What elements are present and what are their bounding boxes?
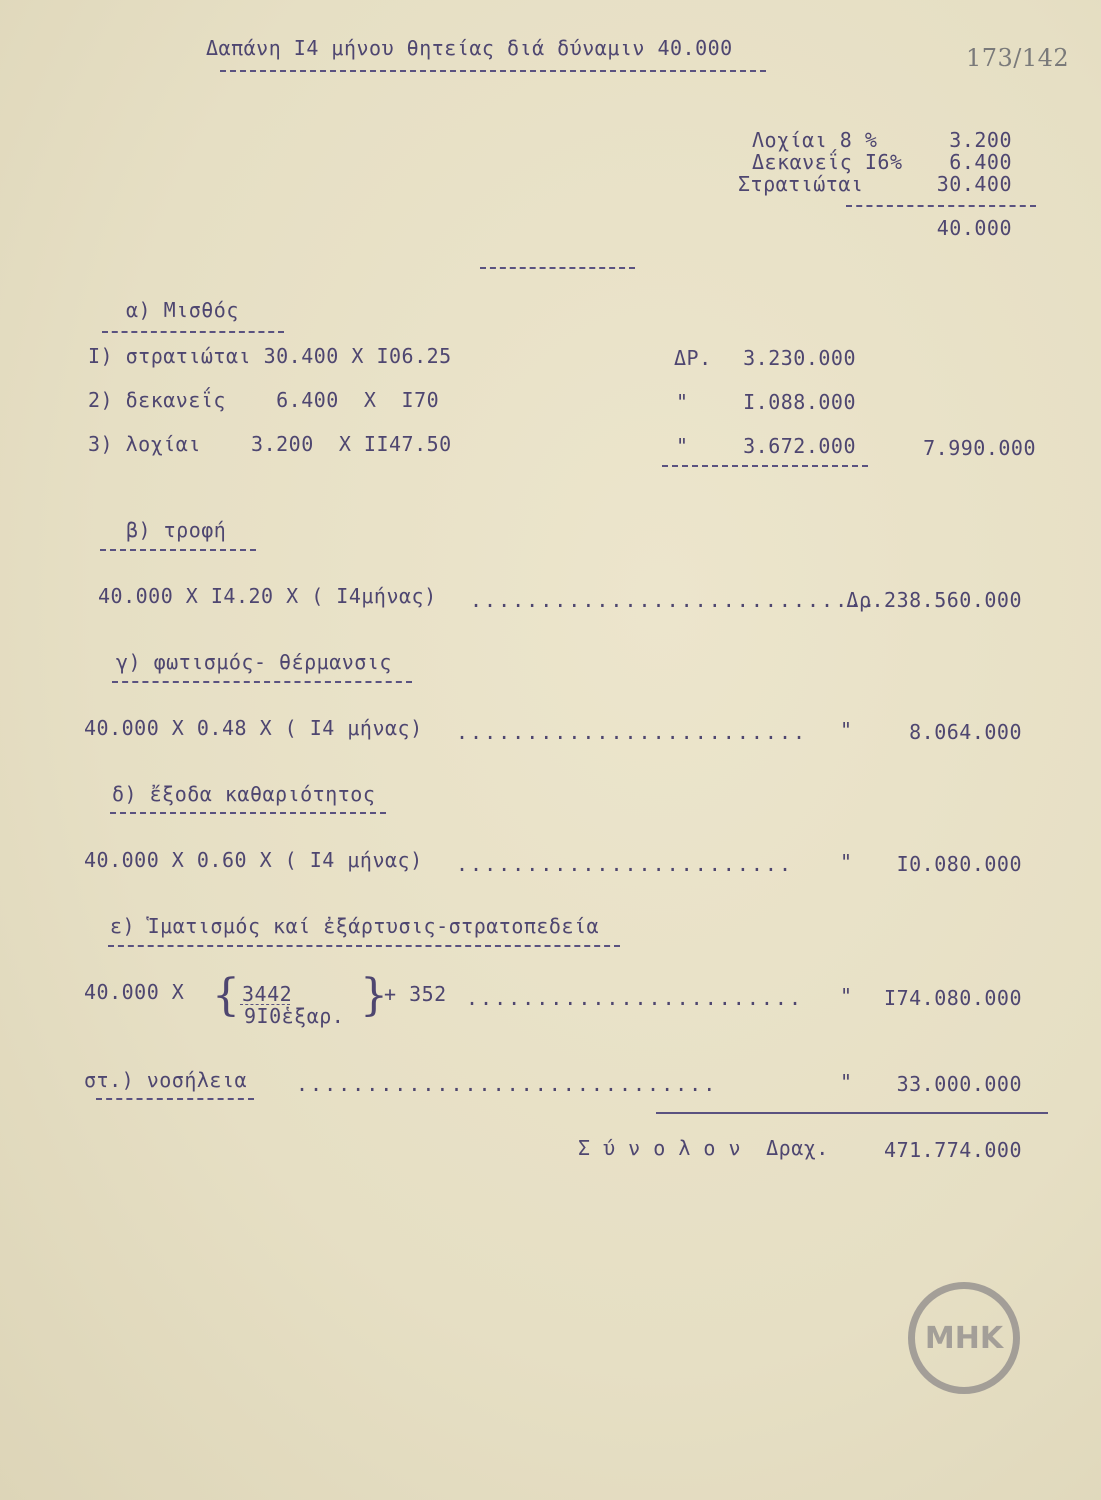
archive-number: 173/142 [966, 44, 1070, 72]
section-e-prefix: 40.000 Χ [84, 980, 185, 1004]
section-e-brace-bottom: 9Ι0ἑξαρ. [244, 1004, 345, 1028]
section-a-row-1-desc: Ι) στρατιώται 30.400 Χ Ι06.25 [88, 344, 452, 368]
right-brace: } [360, 970, 388, 1021]
section-a-sum-line [662, 465, 868, 467]
section-c-heading: γ) φωτισμός- θέρμανσις [116, 650, 392, 674]
section-d-line: 40.000 Χ 0.60 Χ ( Ι4 μήνας) [84, 848, 423, 872]
section-a-total: 7.990.000 [923, 436, 1036, 460]
section-a-heading: α) Μισθός [126, 298, 239, 322]
section-e-leader: ........................ [466, 986, 803, 1010]
section-c-underline [112, 681, 412, 683]
section-b-line: 40.000 Χ Ι4.20 Χ ( Ι4μήνας) [98, 584, 437, 608]
section-b-leader: ............................. [470, 588, 878, 612]
breakdown-label-1: Λοχίαι 8 % [752, 128, 878, 152]
section-c-leader: ......................... [456, 720, 808, 744]
breakdown-value-1: 3.200 [949, 128, 1012, 152]
section-a-row-2-desc: 2) δεκανεΐς 6.400 Χ Ι70 [88, 388, 440, 412]
breakdown-label-3: Στρατιώται [738, 172, 864, 196]
breakdown-value-3: 30.400 [936, 172, 1012, 196]
section-a-underline [102, 331, 284, 333]
section-c-line: 40.000 Χ 0.48 Χ ( Ι4 μήνας) [84, 716, 423, 740]
section-e-brace-top: 3442 [242, 982, 293, 1006]
section-e-amount: Ι74.080.000 [884, 986, 1022, 1010]
section-d-underline [110, 812, 386, 814]
section-e-heading: ε) Ἱματισμός καί ἐξάρτυσις-στρατοπεδεία [110, 914, 600, 938]
section-b-amount: Δρ.238.560.000 [846, 588, 1022, 612]
grand-total-amount: 471.774.000 [884, 1138, 1022, 1162]
section-e-currency: " [840, 984, 853, 1008]
section-c-amount: 8.064.000 [909, 720, 1022, 744]
section-a-row-3-amount: 3.672.000 [743, 434, 856, 458]
section-divider [480, 267, 635, 269]
section-d-amount: Ι0.080.000 [896, 852, 1022, 876]
section-a-row-3-desc: 3) λοχίαι 3.200 Χ ΙΙ47.50 [88, 432, 452, 456]
title-underline [220, 70, 766, 72]
grand-total-line [656, 1112, 1048, 1114]
section-d-leader: ........................ [456, 852, 793, 876]
section-a-row-2-amount: Ι.088.000 [743, 390, 856, 414]
section-a-row-1-amount: 3.230.000 [743, 346, 856, 370]
section-a-row-1-currency: ΔΡ. [674, 346, 712, 370]
grand-total-label: Σ ύ ν ο λ ο ν Δραχ. [578, 1136, 829, 1160]
section-f-leader: .............................. [296, 1072, 718, 1096]
breakdown-label-2: Δεκανεΐς Ι6% [752, 150, 903, 174]
stamp-text: ΜΗΚ [924, 1321, 1004, 1356]
section-a-row-2-currency: " [676, 390, 689, 414]
left-brace: { [212, 970, 240, 1021]
section-e-underline [108, 945, 620, 947]
breakdown-sum-line [846, 205, 1036, 207]
archive-stamp [908, 1282, 1020, 1394]
section-f-amount: 33.000.000 [896, 1072, 1022, 1096]
section-b-heading: β) τροφή [126, 518, 227, 542]
section-d-heading: δ) ἔξοδα καθαριότητος [112, 782, 376, 806]
document-title: Δαπάνη Ι4 μήνου θητείας διά δύναμιν 40.000 [206, 36, 733, 60]
section-f-currency: " [840, 1070, 853, 1094]
section-c-currency: " [840, 718, 853, 742]
section-f-heading: στ.) νοσήλεια [84, 1068, 248, 1092]
section-f-underline [96, 1098, 254, 1100]
section-b-underline [100, 549, 256, 551]
section-e-suffix: + 352 [384, 982, 447, 1006]
section-d-currency: " [840, 850, 853, 874]
section-a-row-3-currency: " [676, 434, 689, 458]
breakdown-total: 40.000 [936, 216, 1012, 240]
breakdown-value-2: 6.400 [949, 150, 1012, 174]
